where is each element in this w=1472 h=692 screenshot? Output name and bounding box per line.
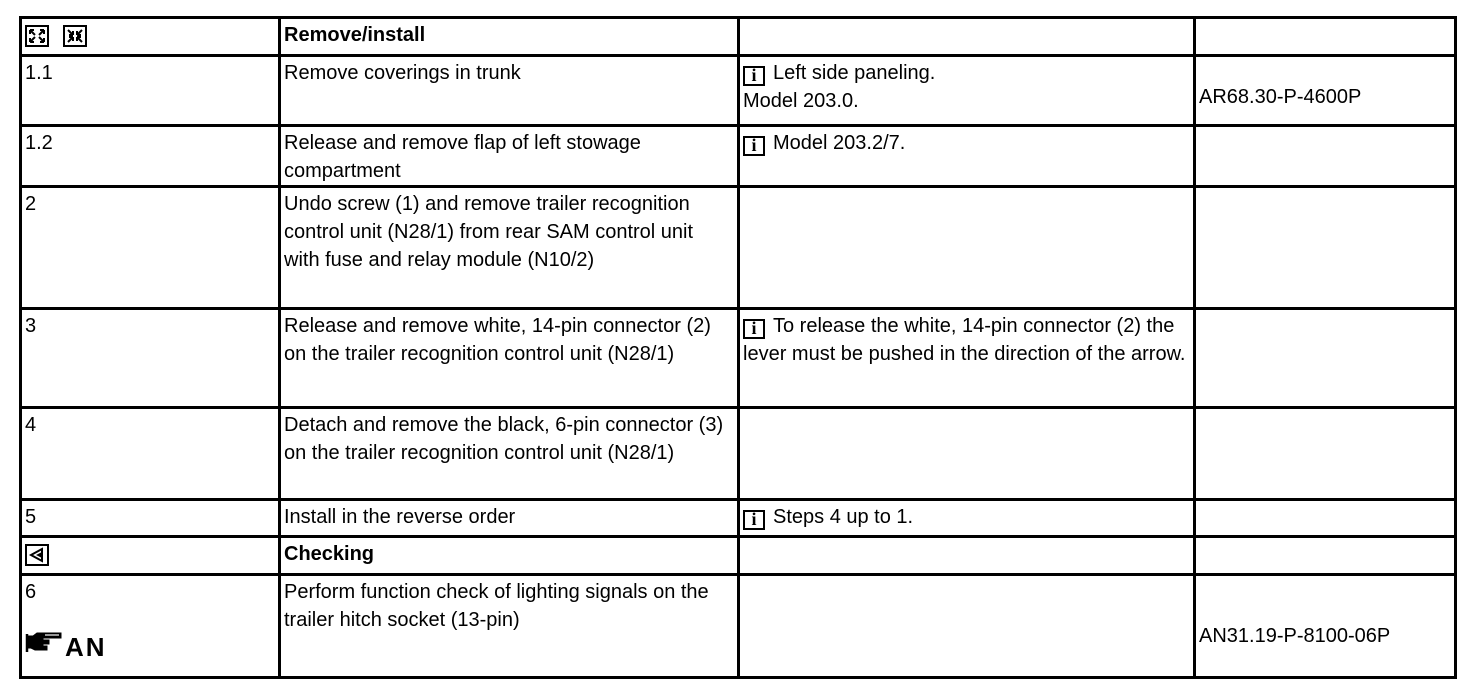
step-row-5 xyxy=(21,500,1456,537)
step-number: 4 xyxy=(21,408,280,500)
step-action: Release and remove white, 14-pin connector (2) on the trailer recognition control unit (N28/1) xyxy=(280,309,739,408)
step-note xyxy=(739,126,1195,187)
an-text: AN xyxy=(65,632,107,662)
step-reference xyxy=(1195,56,1456,126)
info-icon[interactable]: i xyxy=(743,136,765,156)
expand-arrows-icon[interactable] xyxy=(25,25,49,47)
note-extra: Model 203.0. xyxy=(743,90,859,112)
step-action: Undo screw (1) and remove trailer recognition control unit (N28/1) from rear SAM control unit with fuse and relay module (N10/2) xyxy=(280,187,739,309)
step-reference xyxy=(1195,309,1456,408)
step-note xyxy=(739,408,1195,500)
header-icon-cell xyxy=(21,18,280,56)
collapse-arrows-icon[interactable] xyxy=(63,25,87,47)
step-action: Install in the reverse order xyxy=(280,500,739,537)
section-header-checking xyxy=(21,537,1456,575)
step-number: 1.1 xyxy=(21,56,280,126)
step-number-cell xyxy=(21,575,280,678)
step-action: Detach and remove the black, 6-pin connector (3) on the trailer recognition control unit (N28/1) xyxy=(280,408,739,500)
note-text: Left side paneling. xyxy=(773,62,936,84)
step-number: 6 xyxy=(25,581,37,603)
step-action: Perform function check of lighting signals on the trailer hitch socket (13-pin) xyxy=(280,575,739,678)
info-icon[interactable]: i xyxy=(743,510,765,530)
step-row-2 xyxy=(21,187,1456,309)
step-action: Release and remove flap of left stowage compartment xyxy=(280,126,739,187)
step-reference xyxy=(1195,408,1456,500)
step-number: 2 xyxy=(21,187,280,309)
step-row-1-1 xyxy=(21,56,1456,126)
step-row-4 xyxy=(21,408,1456,500)
step-reference xyxy=(1195,187,1456,309)
info-icon[interactable]: i xyxy=(743,66,765,86)
step-row-6 xyxy=(21,575,1456,678)
step-action: Remove coverings in trunk xyxy=(280,56,739,126)
checking-icon-cell xyxy=(21,537,280,575)
step-number: 5 xyxy=(21,500,280,537)
section-title: Checking xyxy=(280,537,739,575)
empty-cell xyxy=(1195,537,1456,575)
note-text: Steps 4 up to 1. xyxy=(773,506,914,528)
step-row-3 xyxy=(21,309,1456,408)
step-reference xyxy=(1195,126,1456,187)
pointing-hand-icon xyxy=(25,630,65,664)
empty-cell xyxy=(739,537,1195,575)
step-note xyxy=(739,187,1195,309)
reference-link[interactable]: AN31.19-P-8100-06P xyxy=(1199,625,1391,647)
step-note xyxy=(739,500,1195,537)
step-note xyxy=(739,56,1195,126)
step-number: 3 xyxy=(21,309,280,408)
step-reference xyxy=(1195,500,1456,537)
an-badge[interactable] xyxy=(25,630,275,664)
info-icon[interactable]: i xyxy=(743,319,765,339)
step-note xyxy=(739,309,1195,408)
check-triangle-icon[interactable] xyxy=(25,544,49,566)
procedure-table xyxy=(19,16,1457,679)
reference-link[interactable]: AR68.30-P-4600P xyxy=(1199,86,1362,108)
note-text: To release the white, 14-pin connector (2) the lever must be pushed in the direction of the arrow. xyxy=(743,315,1186,365)
step-note xyxy=(739,575,1195,678)
empty-cell xyxy=(739,18,1195,56)
section-header-remove-install xyxy=(21,18,1456,56)
step-reference xyxy=(1195,575,1456,678)
section-title: Remove/install xyxy=(280,18,739,56)
step-row-1-2 xyxy=(21,126,1456,187)
step-number: 1.2 xyxy=(21,126,280,187)
empty-cell xyxy=(1195,18,1456,56)
note-text: Model 203.2/7. xyxy=(773,132,906,154)
